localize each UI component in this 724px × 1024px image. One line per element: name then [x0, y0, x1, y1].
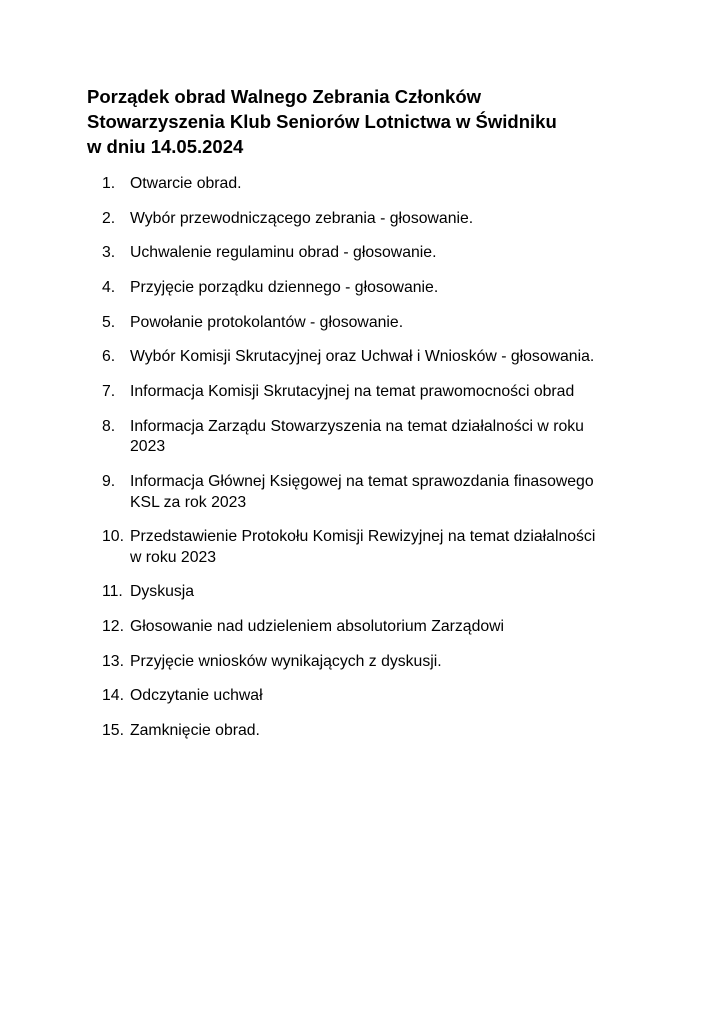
agenda-item-text: Odczytanie uchwał [130, 687, 263, 705]
agenda-item-7 [87, 382, 687, 403]
agenda-item-15 [87, 721, 687, 742]
agenda-item-1 [87, 174, 687, 195]
agenda-item-text: Informacja Komisji Skrutacyjnej na temat prawomocności obrad [130, 383, 575, 401]
agenda-item-number: 3. [102, 244, 116, 262]
agenda-item-5 [87, 313, 687, 334]
agenda-item-text: Wybór Komisji Skrutacyjnej oraz Uchwał i Wniosków - głosowania. [130, 348, 595, 366]
agenda-item-14 [87, 686, 687, 707]
agenda-item-6 [87, 347, 687, 368]
agenda-item-3 [87, 243, 687, 264]
document-title [87, 84, 687, 159]
agenda-item-text: Powołanie protokolantów - głosowanie. [130, 313, 404, 331]
agenda-item-number: 6. [102, 348, 116, 366]
agenda-item-text: Uchwalenie regulaminu obrad - głosowanie. [130, 244, 437, 262]
title-line-1: Porządek obrad Walnego Zebrania Członków [87, 86, 482, 107]
agenda-item-number: 9. [102, 473, 116, 490]
agenda-item-10 [87, 527, 687, 568]
agenda-item-number: 13. [102, 652, 124, 670]
agenda-item-12 [87, 617, 687, 638]
agenda-item-text: Wybór przewodniczącego zebrania - głosowanie. [130, 209, 474, 227]
agenda-item-number: 12. [102, 618, 124, 636]
agenda-item-number: 8. [102, 417, 116, 435]
agenda-item-text: Przyjęcie porządku dziennego - głosowanie. [130, 279, 439, 297]
agenda-item-text: Otwarcie obrad. [130, 175, 242, 192]
agenda-item-2 [87, 209, 687, 230]
agenda-item-text: Zamknięcie obrad. [130, 722, 260, 740]
agenda-item-number: 4. [102, 279, 116, 297]
agenda-item-11 [87, 582, 687, 603]
agenda-item-9 [87, 472, 687, 513]
agenda-item-number: 11. [102, 583, 123, 601]
agenda-list [87, 174, 687, 756]
agenda-item-text: Głosowanie nad udzieleniem absolutorium Zarządowi [130, 618, 505, 636]
agenda-item-4 [87, 278, 687, 299]
agenda-item-text: Przyjęcie wniosków wynikających z dyskusji. [130, 652, 442, 670]
agenda-item-number: 10. [102, 528, 124, 546]
title-line-2: Stowarzyszenia Klub Seniorów Lotnictwa w Świdniku [87, 111, 557, 132]
agenda-item-text: Informacja Głównej Księgowej na temat sprawozdania finasowego KSL za rok 2023 [130, 473, 594, 511]
agenda-item-text: Dyskusja [130, 583, 195, 601]
agenda-item-number: 1. [102, 175, 116, 192]
agenda-item-13 [87, 652, 687, 673]
agenda-item-8 [87, 417, 687, 458]
agenda-item-number: 2. [102, 209, 116, 227]
agenda-item-text: Przedstawienie Protokołu Komisji Rewizyjnej na temat działalności w roku 2023 [130, 528, 596, 566]
agenda-item-text: Informacja Zarządu Stowarzyszenia na temat działalności w roku 2023 [130, 417, 584, 456]
agenda-item-number: 7. [102, 383, 116, 401]
agenda-item-number: 14. [102, 687, 124, 705]
agenda-item-number: 5. [102, 313, 116, 331]
agenda-item-number: 15. [102, 722, 124, 740]
title-line-3: w dniu 14.05.2024 [87, 136, 244, 157]
